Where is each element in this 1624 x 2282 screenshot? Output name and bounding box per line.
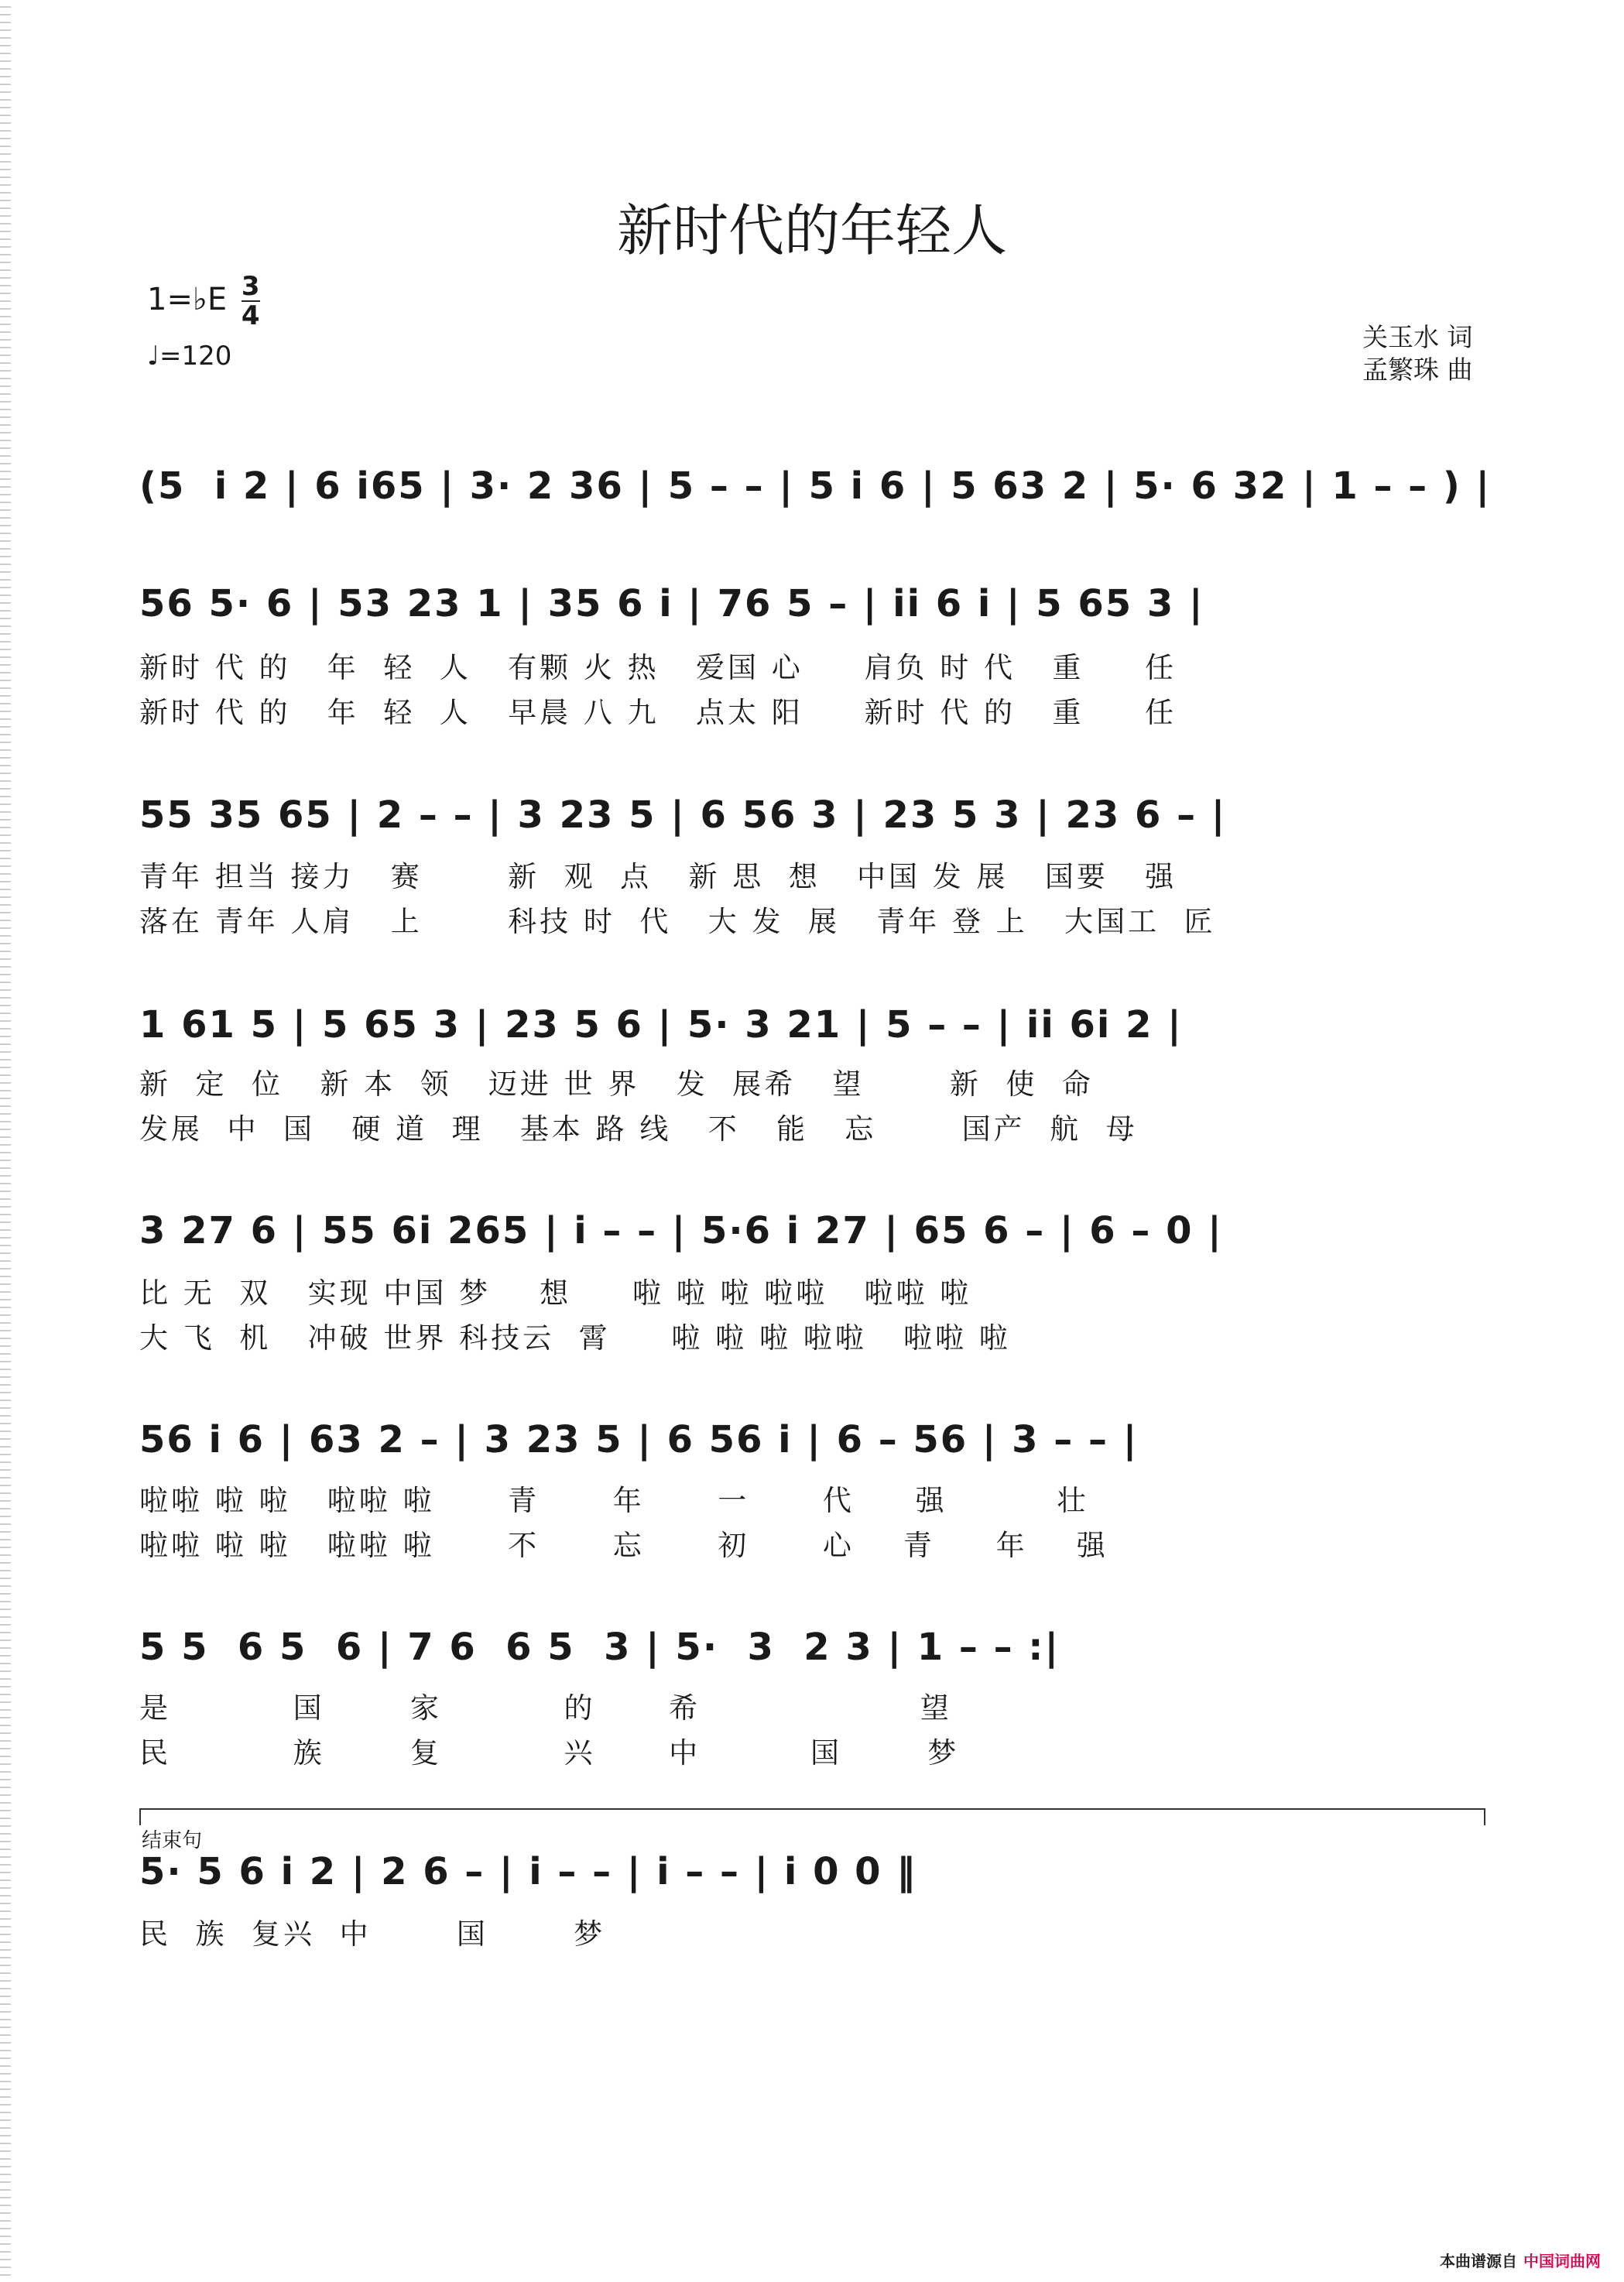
notation-row: 5· 5 6 i 2 | 2 6 – | i – – | i – – | i 0 0 ‖ <box>139 1850 917 1893</box>
lyric-line-1: 比 无 双 实现 中国 梦 想 啦 啦 啦 啦啦 啦啦 啦 <box>139 1276 972 1310</box>
lyric-line-2: 发展 中 国 硬 道 理 基本 路 线 不 能 忘 国产 航 母 <box>139 1112 1138 1146</box>
lyric-line-1: 新时 代 的 年 轻 人 有颗 火 热 爱国 心 肩负 时 代 重 任 <box>139 651 1177 684</box>
lyric-line-2: 新时 代 的 年 轻 人 早晨 八 九 点太 阳 新时 代 的 重 任 <box>139 696 1177 729</box>
lyric-line-1: 啦啦 啦 啦 啦啦 啦 青 年 一 代 强 壮 <box>139 1484 1089 1517</box>
key-label: 1=♭E <box>147 282 228 317</box>
lyric-line-1: 青年 担当 接力 赛 新 观 点 新 思 想 中国 发 展 国要 强 <box>139 860 1177 893</box>
lyric-line-2: 民 族 复 兴 中 国 梦 <box>139 1736 960 1770</box>
lyric-line-2: 啦啦 啦 啦 啦啦 啦 不 忘 初 心 青 年 强 <box>139 1529 1108 1562</box>
notation-row: 3 27 6 | 55 6i 265 | i – – | 5·6 i 27 | 65 6 – | 6 – 0 | <box>139 1209 1223 1252</box>
key-signature <box>147 272 260 330</box>
page-edge-decoration <box>0 0 11 2282</box>
ending-bracket <box>139 1808 1485 1825</box>
lyric-line-1: 是 国 家 的 希 望 <box>139 1691 952 1725</box>
time-bottom: 4 <box>241 300 260 331</box>
source-footer <box>1440 2249 1601 2271</box>
notation-row: 56 i 6 | 63 2 – | 3 23 5 | 6 56 i | 6 – 56 | 3 – – | <box>139 1418 1139 1461</box>
tempo-mark: ♩=120 <box>147 341 232 372</box>
lyric-line-1: 新 定 位 新 本 领 迈进 世 界 发 展希 望 新 使 命 <box>139 1067 1094 1101</box>
footer-site-name[interactable]: 中国词曲网 <box>1523 2252 1601 2270</box>
time-top: 3 <box>241 271 260 302</box>
lyric-line-2: 落在 青年 人肩 上 科技 时 代 大 发 展 青年 登 上 大国工 匠 <box>139 905 1216 938</box>
time-signature <box>242 272 260 330</box>
notation-row: 55 35 65 | 2 – – | 3 23 5 | 6 56 3 | 23 5 3 | 23 6 – | <box>139 793 1227 837</box>
lyric-line-1: 民 族 复兴 中 国 梦 <box>139 1917 606 1951</box>
lyricist-credit: 关玉水 词 <box>1362 322 1473 352</box>
notation-row: 5 5 6 5 6 | 7 6 6 5 3 | 5· 3 2 3 | 1 – – :| <box>139 1626 1060 1669</box>
lyric-line-2: 大 飞 机 冲破 世界 科技云 霄 啦 啦 啦 啦啦 啦啦 啦 <box>139 1321 1011 1355</box>
ending-label: 结束句 <box>142 1829 203 1852</box>
notation-row: 56 5· 6 | 53 23 1 | 35 6 i | 76 5 – | ii 6 i | 5 65 3 | <box>139 582 1204 625</box>
song-title: 新时代的年轻人 <box>616 198 1007 263</box>
composer-credit: 孟繁珠 曲 <box>1362 355 1473 385</box>
notation-row: 1 61 5 | 5 65 3 | 23 5 6 | 5· 3 21 | 5 – – | ii 6i 2 | <box>139 1003 1183 1047</box>
notation-row: (5 i 2 | 6 i65 | 3· 2 36 | 5 – – | 5 i 6 | 5 63 2 | 5· 6 32 | 1 – – ) | <box>139 464 1492 508</box>
footer-source-label: 本曲谱源自 <box>1440 2252 1517 2270</box>
